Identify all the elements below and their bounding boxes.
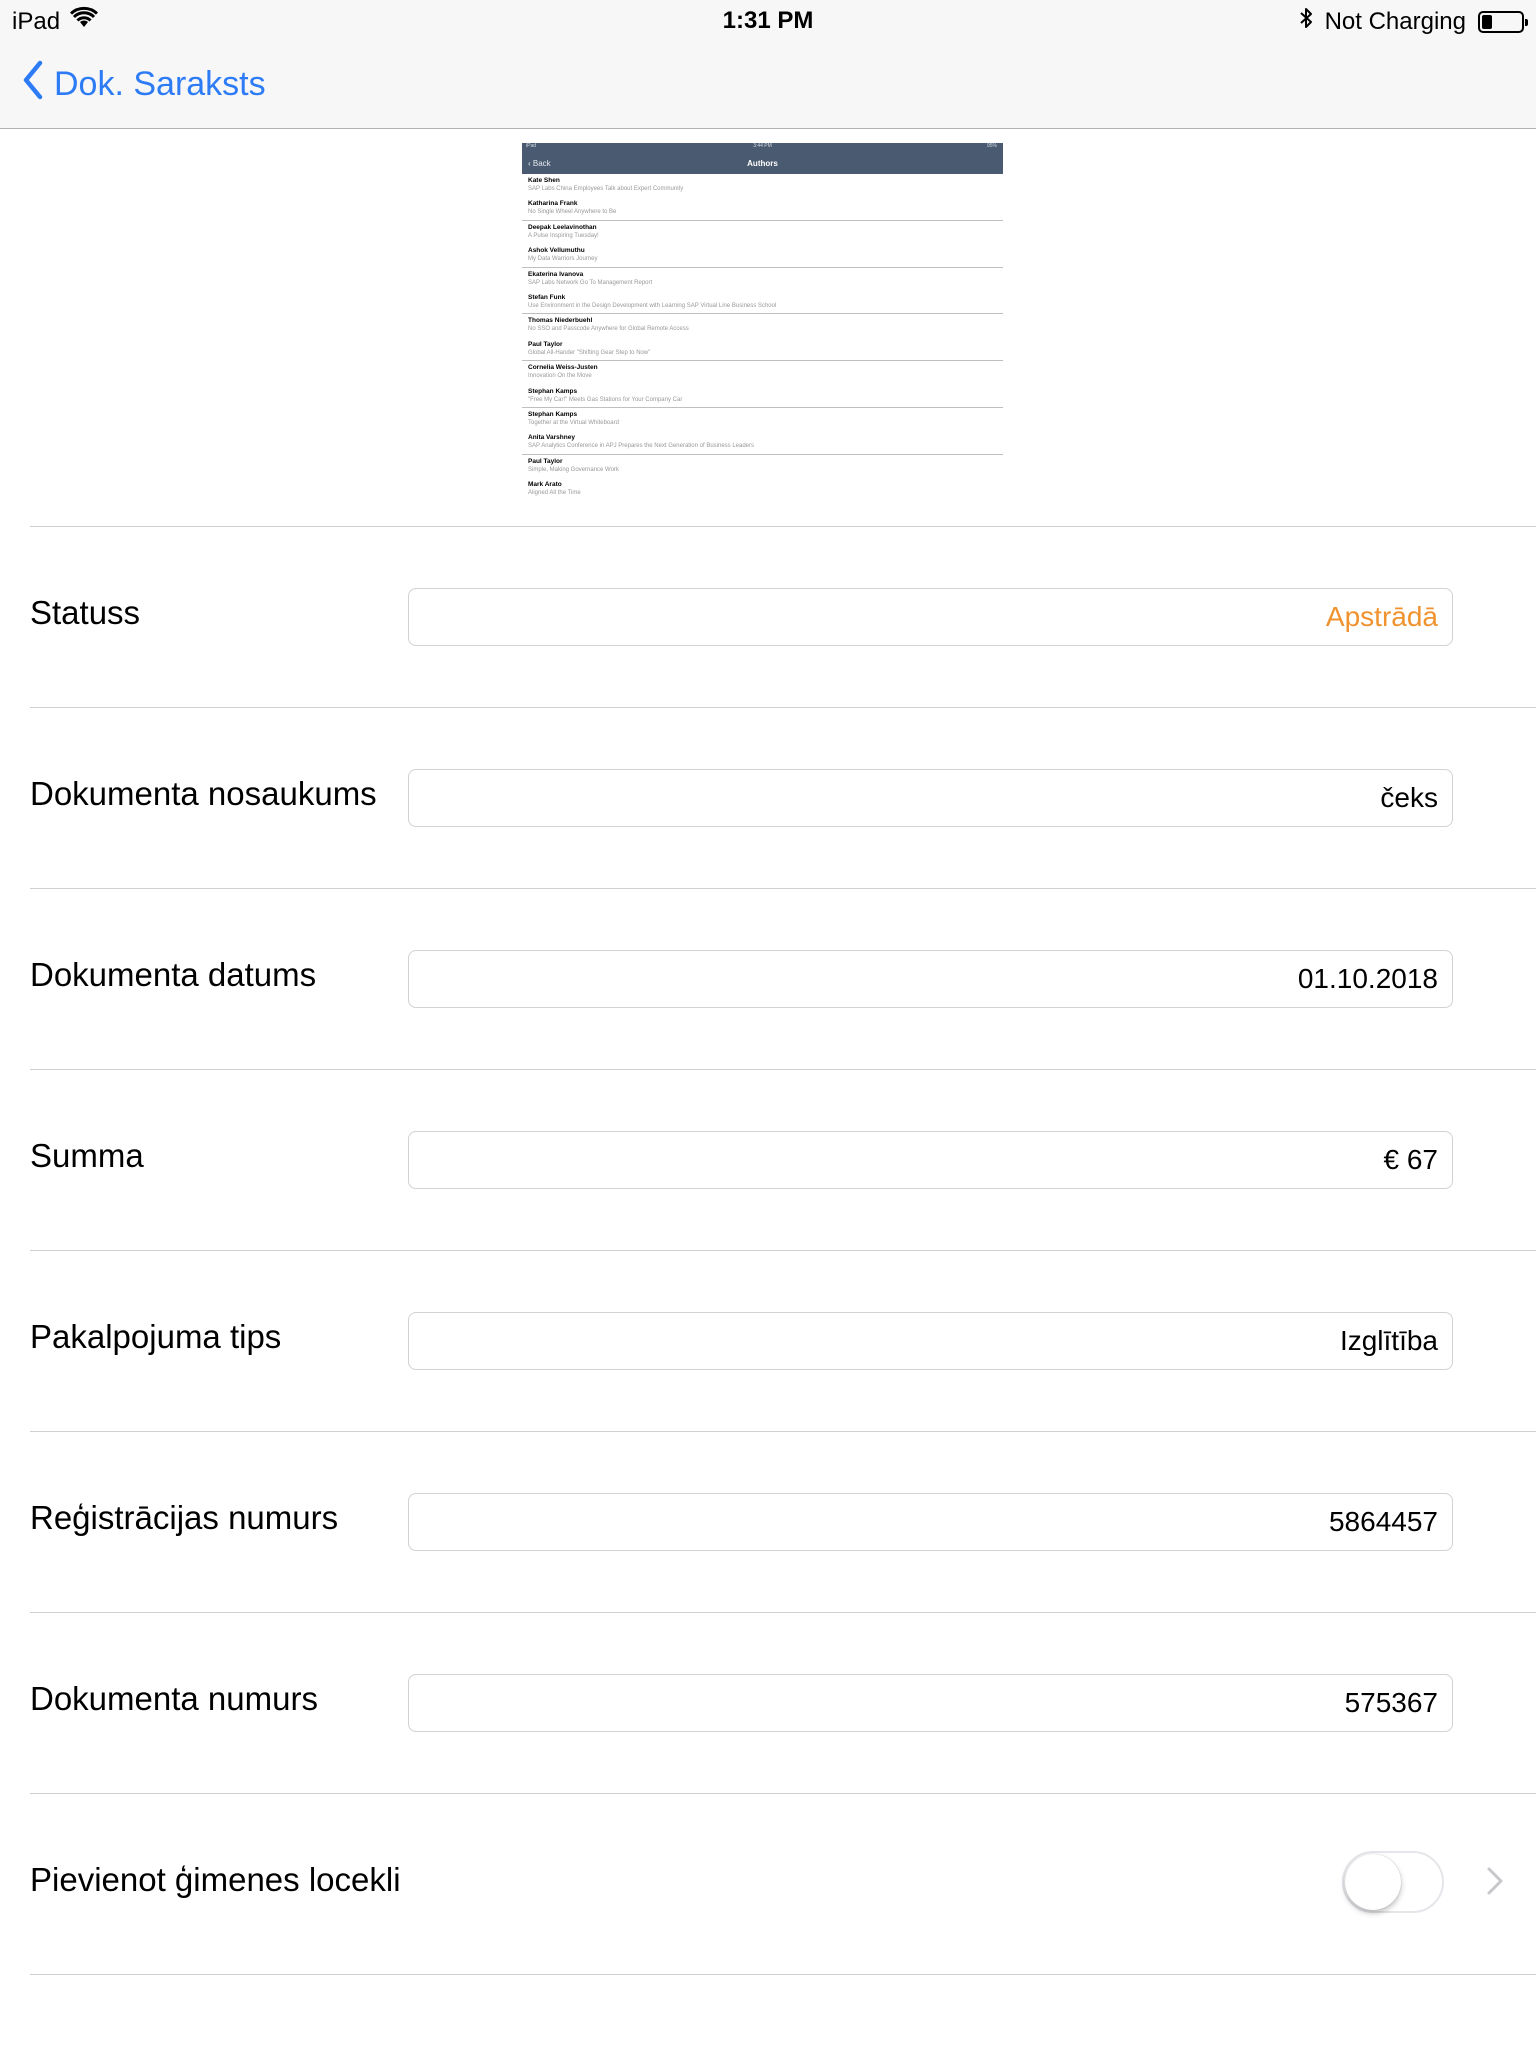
amount-label: Summa xyxy=(30,1137,144,1174)
row-status xyxy=(0,527,1536,707)
device-label: iPad xyxy=(12,7,61,35)
row-doc-number xyxy=(0,1613,1536,1793)
row-doc-date xyxy=(0,889,1536,1069)
service-type-field[interactable]: Izglītība xyxy=(408,1312,1453,1370)
preview-item-name: Deepak Leelavinothan xyxy=(528,223,597,231)
preview-item-subtitle: Global All-Hander "Shifting Gear Step to Now" xyxy=(528,349,651,356)
preview-list-item xyxy=(522,455,1003,478)
battery-level xyxy=(1482,15,1492,29)
preview-item-name: Mark Arato xyxy=(528,481,562,489)
service-type-label: Pakalpojuma tips xyxy=(30,1318,282,1355)
preview-list-item xyxy=(522,338,1003,361)
preview-list-item xyxy=(522,268,1003,291)
bluetooth-icon xyxy=(1299,7,1313,36)
back-label: Dok. Saraksts xyxy=(54,65,266,103)
preview-item-subtitle: Use Environment in the Design Development with Learning SAP Virtual Line Business School xyxy=(528,302,777,309)
document-preview[interactable] xyxy=(522,143,1003,497)
family-member-toggle[interactable] xyxy=(1342,1851,1444,1913)
row-reg-number xyxy=(0,1432,1536,1612)
preview-list-item xyxy=(522,291,1003,314)
preview-list-item xyxy=(522,361,1003,384)
status-label: Statuss xyxy=(30,594,141,631)
doc-date-label: Dokumenta datums xyxy=(30,956,317,993)
chevron-left-icon xyxy=(22,60,44,109)
amount-field[interactable]: € 67 xyxy=(408,1131,1453,1189)
preview-list-item xyxy=(522,385,1003,408)
preview-back-label: Back xyxy=(532,159,551,168)
status-field[interactable]: Apstrādā xyxy=(408,588,1453,646)
family-member-label: Pievienot ģimenes locekli xyxy=(30,1861,401,1898)
status-bar-right xyxy=(1299,7,1524,36)
preview-item-subtitle: No Single Wheel Anywhere to Be xyxy=(528,209,617,216)
preview-item-subtitle: A Pulse Inspiring Tuesday! xyxy=(528,232,599,239)
row-service-type xyxy=(0,1251,1536,1431)
charging-status: Not Charging xyxy=(1324,7,1466,35)
preview-item-name: Stephan Kamps xyxy=(528,410,578,418)
preview-item-subtitle: Together at the Virtual Whiteboard xyxy=(528,419,619,426)
preview-list-item xyxy=(522,431,1003,454)
preview-item-name: Paul Taylor xyxy=(528,340,563,348)
preview-list-item xyxy=(522,221,1003,244)
divider xyxy=(30,1974,1536,1975)
back-button[interactable] xyxy=(22,60,266,109)
preview-list-item xyxy=(522,197,1003,220)
preview-device: iPad xyxy=(526,143,537,149)
preview-item-subtitle: Aligned All the Time xyxy=(528,490,581,497)
preview-item-subtitle: Simple, Making Governance Work xyxy=(528,466,619,473)
preview-list-item xyxy=(522,244,1003,267)
preview-item-name: Thomas Niederbuehl xyxy=(528,317,593,325)
preview-item-subtitle: Innovation On the Move xyxy=(528,373,592,380)
row-family-member[interactable] xyxy=(0,1794,1536,1974)
reg-number-label: Reģistrācijas numurs xyxy=(30,1499,339,1536)
preview-item-subtitle: SAP Labs Network Go To Management Report xyxy=(528,279,653,286)
preview-item-subtitle: No SSO and Passcode Anywhere for Global Remote Access xyxy=(528,326,689,333)
reg-number-field[interactable]: 5864457 xyxy=(408,1493,1453,1551)
doc-number-field[interactable]: 575367 xyxy=(408,1674,1453,1732)
doc-name-field[interactable]: čeks xyxy=(408,769,1453,827)
preview-item-name: Ekaterina Ivanova xyxy=(528,270,584,278)
preview-item-name: Katharina Frank xyxy=(528,200,578,208)
preview-nav-bar xyxy=(522,150,1003,174)
preview-item-name: Stephan Kamps xyxy=(528,387,578,395)
preview-item-name: Ashok Vellumuthu xyxy=(528,247,585,255)
preview-list-item xyxy=(522,174,1003,197)
preview-item-subtitle: SAP Analytics Conference in APJ Prepares the Next Generation of Business Leaders xyxy=(528,443,755,450)
row-amount xyxy=(0,1070,1536,1250)
status-bar xyxy=(0,0,1536,40)
navigation-bar xyxy=(0,40,1536,129)
preview-battery: 95% xyxy=(986,143,997,149)
preview-time: 3:44 PM xyxy=(753,143,772,149)
preview-title: Authors xyxy=(747,159,778,168)
preview-item-name: Stefan Funk xyxy=(528,293,566,301)
preview-item-name: Anita Varshney xyxy=(528,434,575,442)
preview-item-subtitle: My Data Warriors Journey xyxy=(528,256,598,263)
preview-back: ‹ Back xyxy=(528,159,551,168)
preview-list xyxy=(522,174,1003,501)
toggle-knob xyxy=(1345,1854,1401,1910)
battery-icon xyxy=(1478,11,1524,33)
preview-item-name: Kate Shen xyxy=(528,177,560,184)
preview-list-item xyxy=(522,314,1003,337)
preview-item-subtitle: "Free My Car!" Meets Gas Stations for Your Company Car xyxy=(528,396,683,403)
preview-list-item xyxy=(522,478,1003,501)
preview-item-name: Paul Taylor xyxy=(528,457,563,465)
preview-item-name: Cornelia Weiss-Justen xyxy=(528,364,598,372)
chevron-right-icon[interactable] xyxy=(1486,1866,1504,1901)
preview-list-item xyxy=(522,408,1003,431)
doc-date-field[interactable]: 01.10.2018 xyxy=(408,950,1453,1008)
preview-item-subtitle: SAP Labs China Employees Talk about Expert Community xyxy=(528,186,684,192)
status-time: 1:31 PM xyxy=(722,7,814,34)
doc-number-label: Dokumenta numurs xyxy=(30,1680,318,1717)
doc-name-label: Dokumenta nosaukums xyxy=(30,775,377,812)
preview-status-bar xyxy=(522,143,1003,150)
row-doc-name xyxy=(0,708,1536,888)
